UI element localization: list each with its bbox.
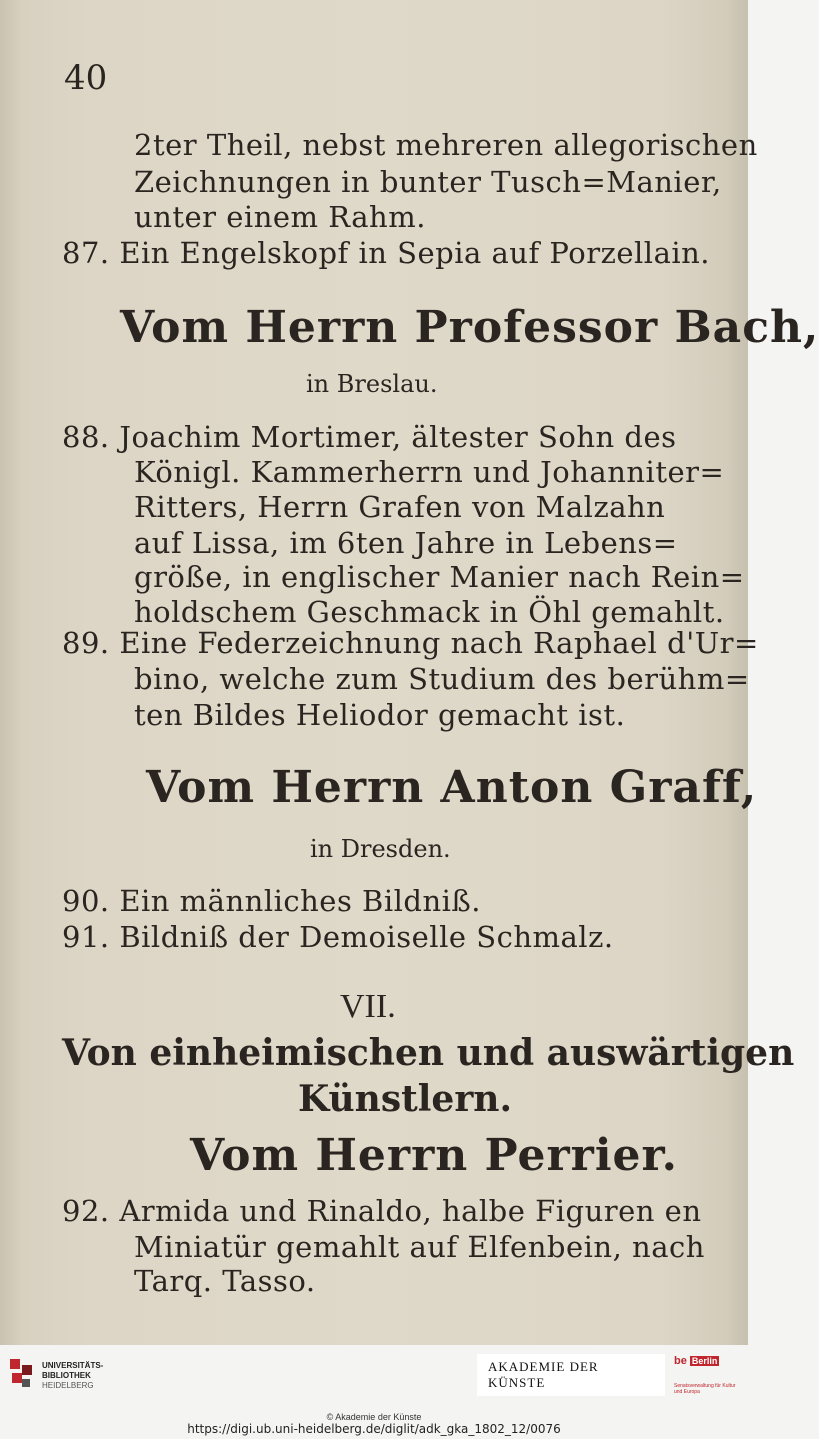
section-heading: Vom Herrn Anton Graff, — [146, 762, 758, 813]
chapter-title: Künstlern. — [298, 1078, 512, 1120]
ub-heidelberg-icon — [8, 1357, 36, 1391]
text-line: Zeichnungen in bunter Tusch=Manier, — [134, 165, 722, 199]
text-line: größe, in englischer Manier nach Rein= — [134, 560, 745, 594]
text-line: bino, welche zum Studium des berühm= — [134, 662, 750, 696]
catalog-entry: 92. Armida und Rinaldo, halbe Figuren en — [62, 1194, 702, 1228]
catalog-entry: 91. Bildniß der Demoiselle Schmalz. — [62, 920, 614, 954]
akademie-der-kuenste-logo[interactable] — [477, 1357, 665, 1393]
page-number: 40 — [64, 58, 108, 98]
chapter-number: VII. — [340, 988, 396, 1025]
ub-logo-text: HEIDELBERG — [42, 1381, 94, 1390]
copyright-text: © Akademie der Künste — [326, 1412, 422, 1422]
permalink-url[interactable]: https://digi.ub.uni-heidelberg.de/diglit/adk_gka_1802_12/0076 — [187, 1422, 561, 1436]
section-heading: Vom Herrn Professor Bach, — [120, 302, 819, 353]
berlin-subtitle: Senatsverwaltung für Kultur und Europa — [674, 1383, 736, 1395]
ub-heidelberg-logo[interactable] — [8, 1353, 128, 1395]
text-line: 2ter Theil, nebst mehreren allegorischen — [134, 128, 758, 162]
catalog-entry: 88. Joachim Mortimer, ältester Sohn des — [62, 420, 677, 454]
text-line: ten Bildes Heliodor gemacht ist. — [134, 698, 626, 732]
catalog-entry: 87. Ein Engelskopf in Sepia auf Porzellain. — [62, 236, 711, 270]
viewer-footer — [0, 1345, 748, 1439]
catalog-entry: 90. Ein männliches Bildniß. — [62, 884, 482, 918]
akademie-label: AKADEMIE DER KÜNSTE — [477, 1354, 665, 1396]
text-line: unter einem Rahm. — [134, 200, 426, 234]
ub-logo-text: UNIVERSITÄTS- — [42, 1361, 104, 1370]
berlin-prefix: be — [674, 1355, 687, 1367]
text-line: auf Lissa, im 6ten Jahre in Lebens= — [134, 526, 678, 560]
text-line: Königl. Kammerherrn und Johanniter= — [134, 455, 725, 489]
catalog-entry: 89. Eine Federzeichnung nach Raphael d'Ur= — [62, 626, 759, 660]
text-line: holdschem Geschmack in Öhl gemahlt. — [134, 595, 725, 629]
section-subheading: in Dresden. — [310, 835, 451, 863]
chapter-title: Von einheimischen und auswärtigen — [62, 1032, 795, 1074]
text-line: Miniatür gemahlt auf Elfenbein, nach — [134, 1230, 705, 1264]
ub-logo-text: BIBLIOTHEK — [42, 1371, 91, 1380]
section-heading: Vom Herrn Perrier. — [190, 1130, 678, 1181]
text-line: Ritters, Herrn Grafen von Malzahn — [134, 490, 666, 524]
section-subheading: in Breslau. — [306, 370, 438, 398]
berlin-senate-logo[interactable] — [674, 1355, 738, 1397]
berlin-label: Berlin — [691, 1356, 718, 1366]
text-line: Tarq. Tasso. — [134, 1264, 316, 1298]
